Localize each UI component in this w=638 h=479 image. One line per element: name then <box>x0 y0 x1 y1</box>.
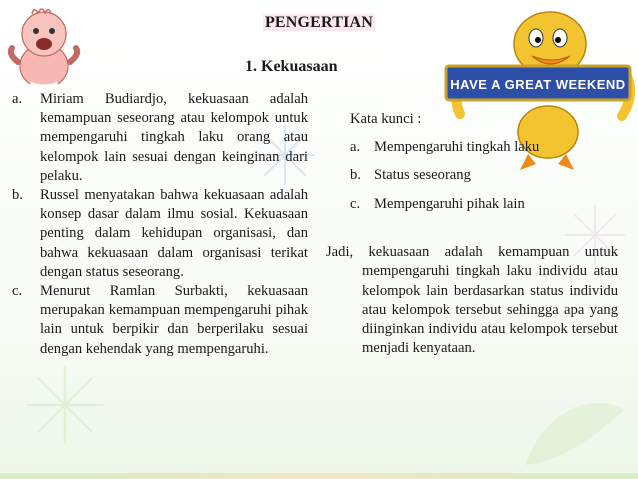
definitions-list <box>12 90 308 359</box>
slide-title <box>0 14 638 32</box>
list-marker: a. <box>350 139 361 156</box>
list-marker: b. <box>12 187 23 204</box>
keywords-block <box>350 110 620 223</box>
leaf-decoration <box>520 390 630 470</box>
bottom-band <box>0 473 638 479</box>
keyword-item <box>350 195 620 214</box>
snowflake-decoration <box>20 360 110 450</box>
list-marker: b. <box>350 167 361 184</box>
definition-text: Miriam Budiardjo, kekuasaan adalah kemampuan seseorang atau kelompok untuk mempengaruhi tingkah laku orang atau kelompok lain sesuai dengan keinginan dari pelaku. <box>40 91 308 184</box>
keywords-title: Kata kunci : <box>350 111 422 127</box>
slide-title-text: PENGERTIAN <box>264 14 374 31</box>
keyword-item <box>350 166 620 185</box>
conclusion-text: Jadi, kekuasaan adalah kemampuan untuk mempengaruhi tingkah laku individu atau kelompok lain berdasarkan status individu atau kelompok tersebut sehingga apa yang diinginkan individu atau kelompok tersebut menjadi kenyataan. <box>326 244 618 357</box>
conclusion-paragraph <box>326 243 618 359</box>
definition-item <box>12 186 308 282</box>
banner-text: HAVE A GREAT WEEKEND <box>450 77 626 92</box>
definition-item <box>12 282 308 359</box>
slide-subtitle: 1. Kekuasaan <box>245 58 338 75</box>
definition-item <box>12 90 308 186</box>
list-marker: c. <box>12 283 23 300</box>
keyword-text: Mempengaruhi tingkah laku <box>374 139 540 156</box>
definition-text: Menurut Ramlan Surbakti, kekuasaan merupakan kemampuan mempengaruhi pihak lain untuk berpikir dan berperilaku sesuai dengan kehendak yang mempengaruhi. <box>40 283 308 357</box>
list-marker: c. <box>350 195 361 212</box>
keyword-text: Status seseorang <box>374 167 471 184</box>
definition-text: Russel menyatakan bahwa kekuasaan adalah konsep dasar dalam ilmu sosial. Kekuasaan penting dalam kehidupan organisasi, dan bahwa kekuasaan dalam organisasi terikat dengan status seseorang. <box>40 187 308 280</box>
keyword-item <box>350 138 620 157</box>
list-marker: a. <box>12 91 23 107</box>
keyword-text: Mempengaruhi pihak lain <box>374 195 525 212</box>
